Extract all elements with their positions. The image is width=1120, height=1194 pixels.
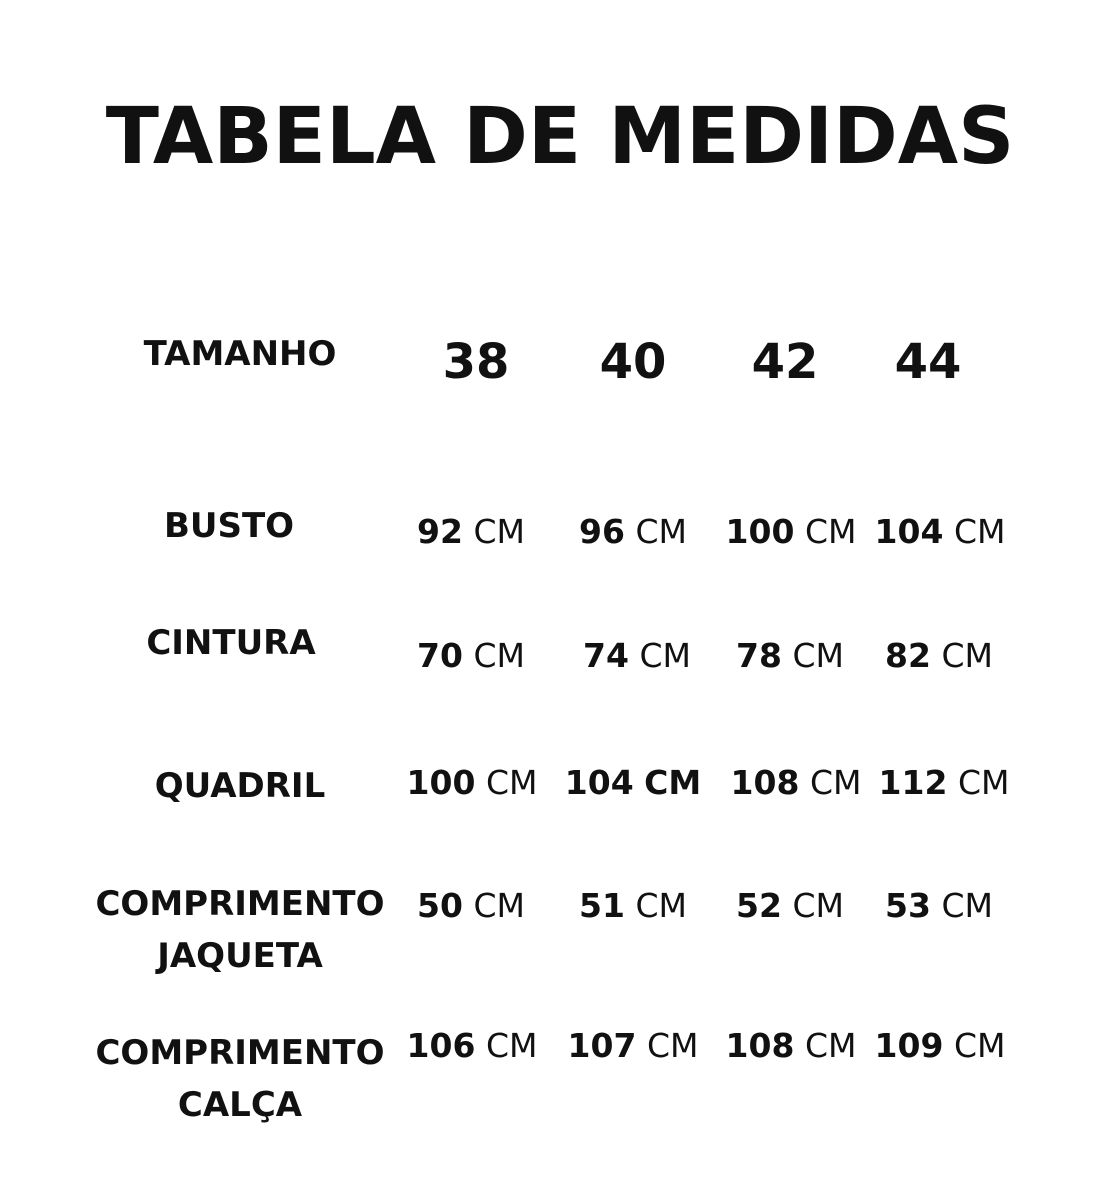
cintura-44 xyxy=(885,636,993,675)
cell-value: 52 xyxy=(736,886,782,925)
jaqueta-42 xyxy=(736,886,844,925)
cell-unit: CM xyxy=(473,512,525,551)
size-38: 38 xyxy=(442,334,510,390)
calca-38 xyxy=(406,1026,538,1065)
cell-value: 100 xyxy=(725,512,795,551)
cell-unit: CM xyxy=(792,636,844,675)
cell-value: 106 xyxy=(406,1026,476,1065)
cell-unit: CM xyxy=(957,763,1010,802)
row-label-line: QUADRIL xyxy=(154,766,326,806)
cell-unit: CM xyxy=(473,636,525,675)
cell-value: 96 xyxy=(579,512,625,551)
cell-unit: CM xyxy=(644,763,702,802)
cintura-40 xyxy=(583,636,691,675)
row-label-line: BUSTO xyxy=(163,506,295,546)
row-label-comprimento-jaqueta xyxy=(95,878,384,982)
cell-unit: CM xyxy=(635,512,687,551)
cell-unit: CM xyxy=(953,512,1006,551)
cell-unit: CM xyxy=(809,763,862,802)
jaqueta-38 xyxy=(417,886,525,925)
size-40: 40 xyxy=(599,334,667,390)
cell-value: 108 xyxy=(725,1026,795,1065)
quadril-42 xyxy=(730,763,862,802)
cell-value: 53 xyxy=(885,886,931,925)
cell-unit: CM xyxy=(804,512,857,551)
quadril-44 xyxy=(878,763,1010,802)
cell-unit: CM xyxy=(646,1026,699,1065)
row-label-line: JAQUETA xyxy=(157,936,323,976)
row-label-quadril xyxy=(155,760,326,812)
cell-unit: CM xyxy=(485,1026,538,1065)
cell-value: 100 xyxy=(406,763,476,802)
row-label-line: COMPRIMENTO xyxy=(95,884,385,924)
cell-value: 108 xyxy=(730,763,800,802)
cell-value: 92 xyxy=(417,512,463,551)
quadril-38 xyxy=(406,763,538,802)
size-44: 44 xyxy=(894,334,962,390)
cell-unit: CM xyxy=(639,636,691,675)
cell-value: 78 xyxy=(736,636,782,675)
cell-unit: CM xyxy=(792,886,844,925)
calca-44 xyxy=(874,1026,1006,1065)
cell-value: 50 xyxy=(417,886,463,925)
cintura-38 xyxy=(417,636,525,675)
cell-unit: CM xyxy=(941,886,993,925)
calca-40 xyxy=(567,1026,699,1065)
busto-40 xyxy=(579,512,687,551)
page-title: TABELA DE MEDIDAS xyxy=(105,92,1015,182)
cell-value: 51 xyxy=(579,886,625,925)
cell-value: 70 xyxy=(417,636,463,675)
row-label-comprimento-calca xyxy=(95,1027,384,1131)
row-label-line: CINTURA xyxy=(146,623,316,663)
cell-unit: CM xyxy=(941,636,993,675)
cell-unit: CM xyxy=(635,886,687,925)
busto-38 xyxy=(417,512,525,551)
cell-value: 74 xyxy=(583,636,629,675)
jaqueta-40 xyxy=(579,886,687,925)
row-label-line: CALÇA xyxy=(177,1085,303,1125)
busto-42 xyxy=(725,512,857,551)
cell-value: 104 xyxy=(874,512,944,551)
row-label-busto xyxy=(164,500,294,552)
cell-value: 112 xyxy=(878,763,948,802)
cell-value: 82 xyxy=(885,636,931,675)
calca-42 xyxy=(725,1026,857,1065)
row-label-line: COMPRIMENTO xyxy=(95,1033,385,1073)
cell-unit: CM xyxy=(804,1026,857,1065)
jaqueta-44 xyxy=(885,886,993,925)
quadril-40 xyxy=(564,763,702,802)
cell-value: 107 xyxy=(567,1026,637,1065)
cell-unit: CM xyxy=(953,1026,1006,1065)
row-label-cintura xyxy=(146,617,315,669)
header-label: TAMANHO xyxy=(143,334,337,374)
size-42: 42 xyxy=(751,334,819,390)
cell-value: 109 xyxy=(874,1026,944,1065)
cell-unit: CM xyxy=(485,763,538,802)
busto-44 xyxy=(874,512,1006,551)
cintura-42 xyxy=(736,636,844,675)
cell-unit: CM xyxy=(473,886,525,925)
cell-value: 104 xyxy=(564,763,634,802)
